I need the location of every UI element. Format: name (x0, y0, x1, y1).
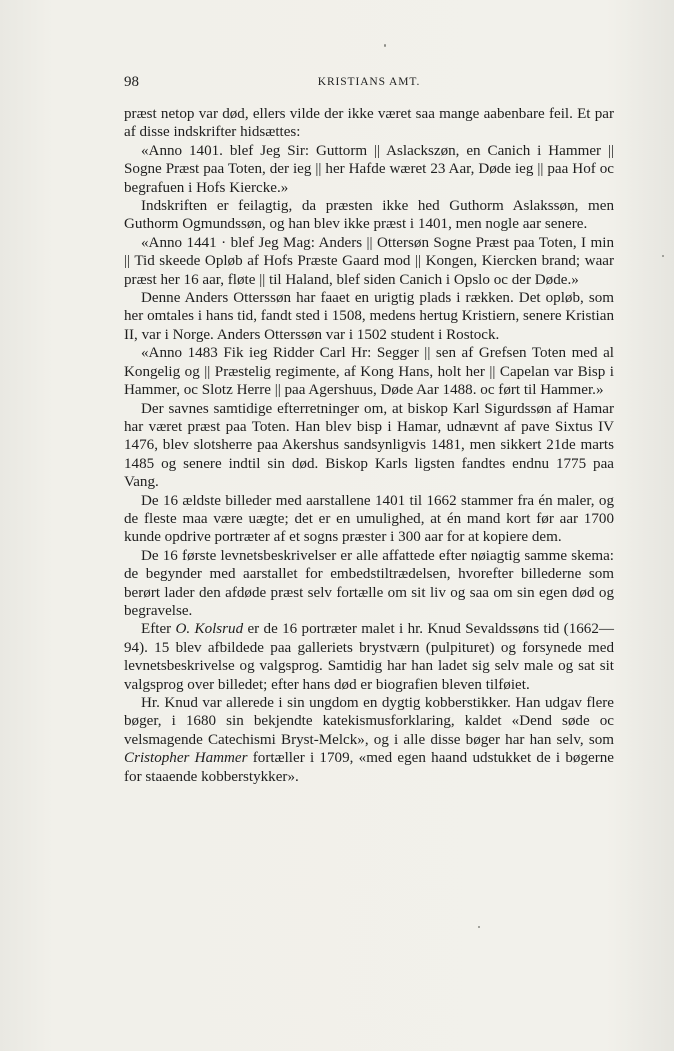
paragraph-p5 (124, 289, 614, 344)
paragraph-text: «Anno 1401. blef Jeg Sir: Guttorm || Aslackszøn, en Canich i Hammer || Sogne Præst paa Toten, der ieg || her Hafde wæret 23 Aar, Døde ieg || paa Hof oc begrafuen i Hofs Kiercke.» (124, 142, 614, 196)
body-text (124, 105, 614, 786)
paragraph-text: Denne Anders Otterssøn har faaet en urigtig plads i rækken. Det opløb, som her omtales i hans tid, fandt sted i 1508, medens hertug Kristiern, senere Kristian II, var i Norge. Anders Otterssøn var i 1502 student i Rostock. (124, 290, 614, 343)
print-speck (662, 255, 664, 257)
italic-name: Cristopher Hammer (124, 750, 248, 767)
paragraph-text: Indskriften er feilagtig, da præsten ikke hed Guthorm Aslakssøn, men Guthorm Ogmundssøn, og han blev ikke præst i 1401, men nogle aar senere. (124, 198, 614, 233)
print-speck (384, 44, 386, 47)
paragraph-text: fortæller i 1709, «med egen haand udstukket de i bøgerne for staaende kobberstykker». (124, 750, 614, 785)
paragraph-p3 (124, 197, 614, 234)
paragraph-p11 (124, 694, 614, 786)
page-header (124, 74, 614, 94)
paragraph-p7 (124, 400, 614, 492)
paragraph-p9 (124, 547, 614, 621)
running-title: KRISTIANS AMT. (317, 76, 421, 88)
paragraph-p8 (124, 492, 614, 547)
paragraph-p6 (124, 344, 614, 399)
paragraph-text: er de 16 portræter malet i hr. Knud Sevaldssøns tid (1662—94). 15 blev afbildede paa galleriets brystværn (pulpituret) og forsynede med levnetsbeskrivelse og valgsprog. Samtidig har han ladet sig selv male og sat sit valgsprog over billedet; efter hans død er biografien bleven tilføiet. (124, 621, 614, 693)
paragraph-text: præst netop var død, ellers vilde der ikke været saa mange aabenbare feil. Et par af disse indskrifter hidsættes: (124, 106, 614, 141)
paragraph-text: Efter (141, 621, 176, 638)
paragraph-p2 (124, 142, 614, 197)
italic-name: O. Kolsrud (175, 621, 244, 638)
page-number: 98 (124, 74, 139, 90)
paragraph-p4 (124, 234, 614, 289)
paragraph-text: Hr. Knud var allerede i sin ungdom en dygtig kobberstikker. Han udgav flere bøger, i 1680 sin bekjendte katekismusforklaring, kaldet «Dend søde oc velsmagende Catechismi Bryst-Melck», og i alle disse bøger har han selv, som (124, 695, 614, 748)
print-speck (478, 926, 480, 928)
paragraph-p10 (124, 620, 614, 694)
paragraph-text: «Anno 1483 Fik ieg Ridder Carl Hr: Segger || sen af Grefsen Toten med al Kongelig og || Præstelig regimente, af Kong Hans, holt her || Capelan var Bisp i Hammer, oc Slotz Herre || paa Agershuus, Døde Aar 1488. oc ført til Hammer.» (124, 345, 614, 399)
paragraph-text: Der savnes samtidige efterretninger om, at biskop Karl Sigurdssøn af Hamar har været præst paa Toten. Han blev bisp i Hamar, udnævnt af pave Sixtus IV 1476, blev slotsherre paa Akershus sandsynligvis 1481, men sikkert 21de marts 1485 og senere indtil sin død. Biskop Karls ligsten fandtes endnu 1775 paa Vang. (124, 400, 614, 491)
paragraph-text: De 16 første levnetsbeskrivelser er alle affattede efter nøiagtig samme skema: de begynder med aarstallet for embedstiltrædelsen, hvorefter billederne som berørt lader den afdøde præst selv fortælle om sit liv og saa om sin egen død og begravelse. (124, 547, 614, 619)
paragraph-text: De 16 ældste billeder med aarstallene 1401 til 1662 stammer fra én maler, og de fleste maa være uægte; det er en umulighed, at én mand kort før aar 1700 kunde opdrive portræter af et sogns præster i 300 aar for at kopiere dem. (124, 492, 614, 546)
paragraph-text: «Anno 1441 · blef Jeg Mag: Anders || Ottersøn Sogne Præst paa Toten, I min || Tid skeede Opløb af Hofs Præste Gaard mod || Kongen, Kiercken brand; waar præst her 16 aar, fløte || til Haland, blef siden Canich i Opslo oc der Døde.» (124, 234, 614, 288)
paragraph-p1 (124, 105, 614, 142)
